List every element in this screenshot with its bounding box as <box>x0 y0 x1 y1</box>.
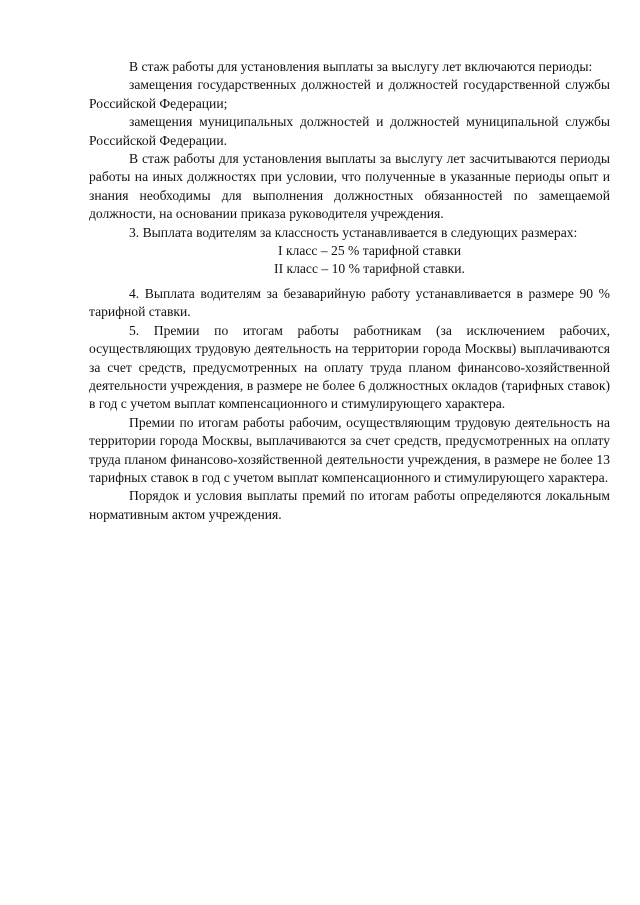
class-rates-block <box>89 242 610 279</box>
paragraph-bonus-workers: Премии по итогам работы рабочим, осуществляющим трудовую деятельность на территории города Москвы, выплачиваются за счет средств, предусмотренных на оплату труда планом финансово-хозяйственной деятельности учреждения, в размере не более 13 тарифных ставок в год с учетом выплат компенсационного и стимулирующего характера. <box>89 414 610 485</box>
paragraph-municipal-service: замещения муниципальных должностей и должностей муниципальной службы Российской Федерации. <box>89 114 610 148</box>
paragraph-driver-class-payment: 3. Выплата водителям за классность устанавливается в следующих размерах: <box>129 224 578 240</box>
paragraph-bonus-employees: 5. Премии по итогам работы работникам (за исключением рабочих, осуществляющих трудовую деятельность на территории города Москвы) выплачиваются за счет средств, предусмотренных на оплату труда планом финансово-хозяйственной деятельности учреждения, в размере не более 6 должностных окладов (тарифных ставок) в год с учетом выплат компенсационного и стимулирующего характера. <box>89 322 610 412</box>
class-rate-first: I класс – 25 % тарифной ставки <box>278 243 461 259</box>
paragraph-other-positions: В стаж работы для установления выплаты за выслугу лет засчитываются периоды работы на иных должностях при условии, что полученные в указанные периоды опыт и знания необходимы для выполнения должностных обязанностей по замещаемой должности, на основании приказа руководителя учреждения. <box>89 151 610 222</box>
paragraph-bonus-procedure: Порядок и условия выплаты премий по итогам работы определяются локальным нормативным актом учреждения. <box>89 488 610 522</box>
document-page <box>89 58 610 524</box>
paragraph-seniority-periods: В стаж работы для установления выплаты за выслугу лет включаются периоды: <box>129 59 593 74</box>
class-rate-second: II класс – 10 % тарифной ставки. <box>274 261 465 277</box>
paragraph-accident-free-payment: 4. Выплата водителям за безаварийную работу устанавливается в размере 90 % тарифной ставки. <box>89 285 610 320</box>
paragraph-state-service: замещения государственных должностей и должностей государственной службы Российской Федерации; <box>89 77 610 111</box>
